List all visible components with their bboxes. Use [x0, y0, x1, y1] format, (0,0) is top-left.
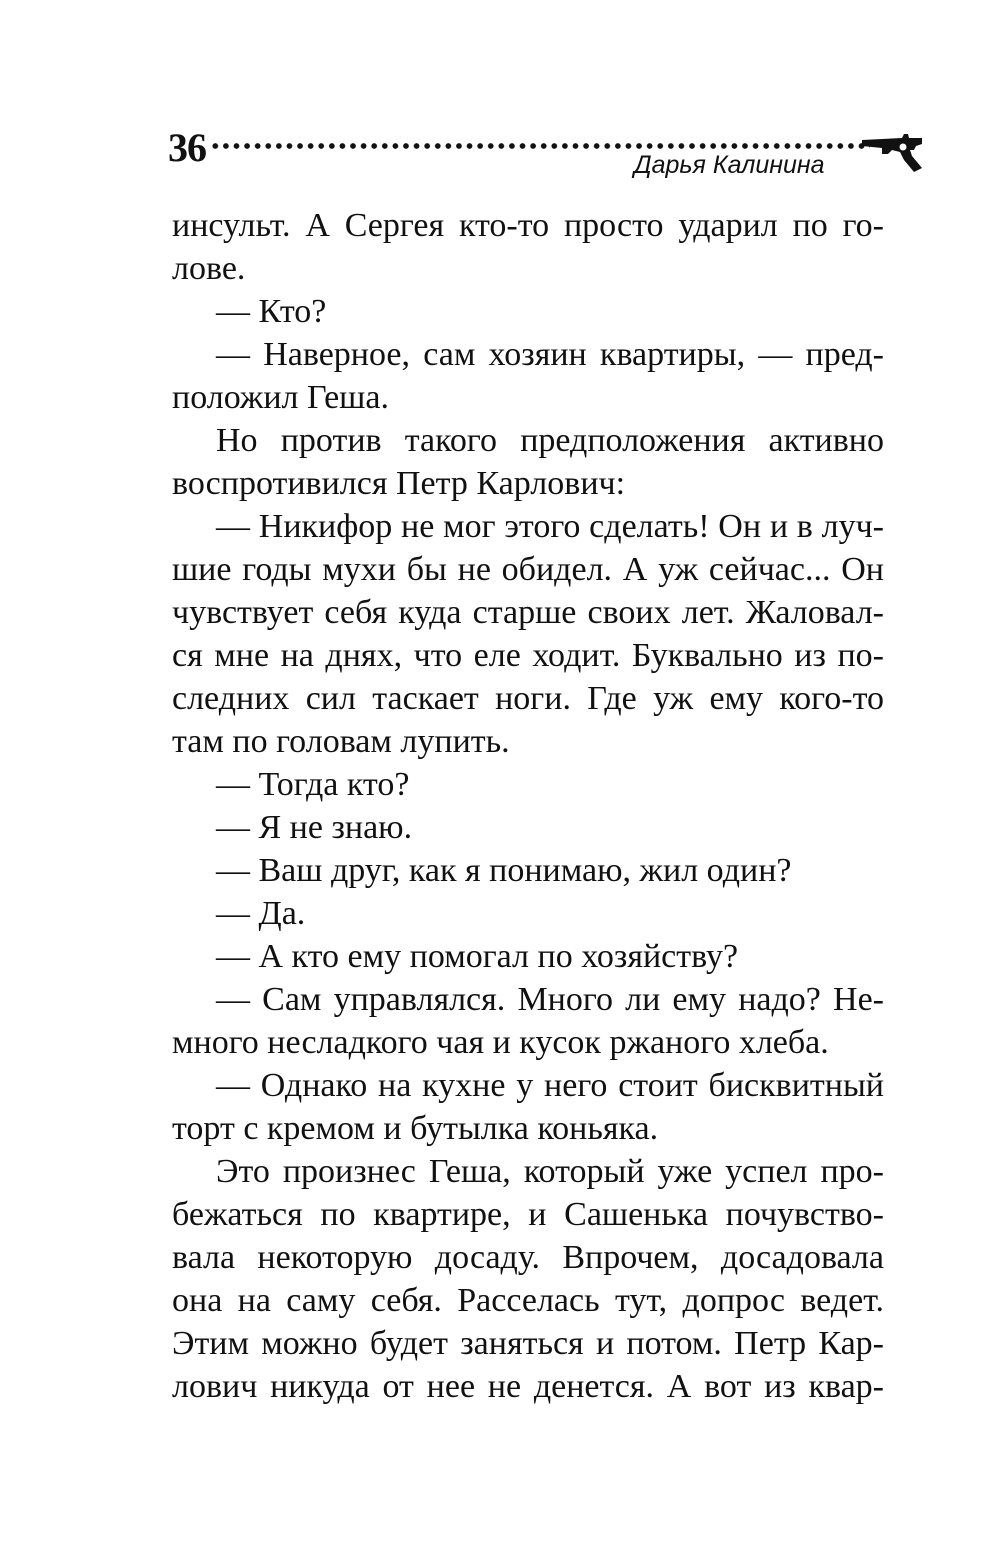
- text-line: — Однако на кухне у него стоит бисквитный: [216, 1067, 884, 1104]
- text-line: — Я не знаю.: [216, 809, 413, 846]
- text-line: следних сил таскает ноги. Где уж ему кого-то: [172, 680, 884, 717]
- text-line: воспротивился Петр Карлович:: [172, 465, 626, 502]
- text-line: ся мне на днях, что еле ходит. Буквально из по-: [172, 637, 884, 674]
- text-line: — Ваш друг, как я понимаю, жил один?: [216, 852, 792, 889]
- page-number: 36: [168, 125, 206, 170]
- revolver-icon: [862, 128, 928, 172]
- text-line: торт с кремом и бутылка коньяка.: [172, 1110, 659, 1147]
- text-line: — Да.: [216, 895, 306, 932]
- text-line: шие годы мухи бы не обидел. А уж сейчас... Он: [172, 551, 884, 588]
- text-line: лове.: [172, 250, 246, 287]
- text-line: много несладкого чая и кусок ржаного хлеба.: [172, 1024, 829, 1061]
- running-header: [168, 125, 928, 188]
- text-line: лович никуда от нее не денется. А вот из квар-: [172, 1368, 884, 1405]
- text-line: вала некоторую досаду. Впрочем, досадовала: [172, 1239, 884, 1276]
- page-body-text: [172, 204, 884, 1408]
- text-line: — Наверное, сам хозяин квартиры, — пред-: [216, 336, 884, 373]
- text-line: — А кто ему помогал по хозяйству?: [216, 938, 739, 975]
- text-line: Но против такого предположения активно: [216, 422, 884, 459]
- text-line: чувствует себя куда старше своих лет. Жаловал-: [172, 594, 884, 631]
- text-line: — Сам управлялся. Много ли ему надо? Не-: [216, 981, 884, 1018]
- text-line: — Кто?: [216, 293, 327, 330]
- text-line: там по головам лупить.: [172, 723, 510, 760]
- text-line: она на саму себя. Расселась тут, допрос ведет.: [172, 1282, 884, 1319]
- text-line: — Никифор не мог этого сделать! Он и в луч-: [216, 508, 884, 545]
- dot-leader: [210, 142, 870, 150]
- text-line: — Тогда кто?: [216, 766, 410, 803]
- text-line: Это произнес Геша, который уже успел про-: [216, 1153, 884, 1190]
- text-line: положил Геша.: [172, 379, 389, 416]
- text-line: бежаться по квартире, и Сашенька почувство-: [172, 1196, 884, 1233]
- text-line: Этим можно будет заняться и потом. Петр Кар-: [172, 1325, 884, 1362]
- author-name: Дарья Калинина: [634, 151, 825, 179]
- text-line: инсульт. А Сергея кто-то просто ударил по го-: [172, 207, 884, 244]
